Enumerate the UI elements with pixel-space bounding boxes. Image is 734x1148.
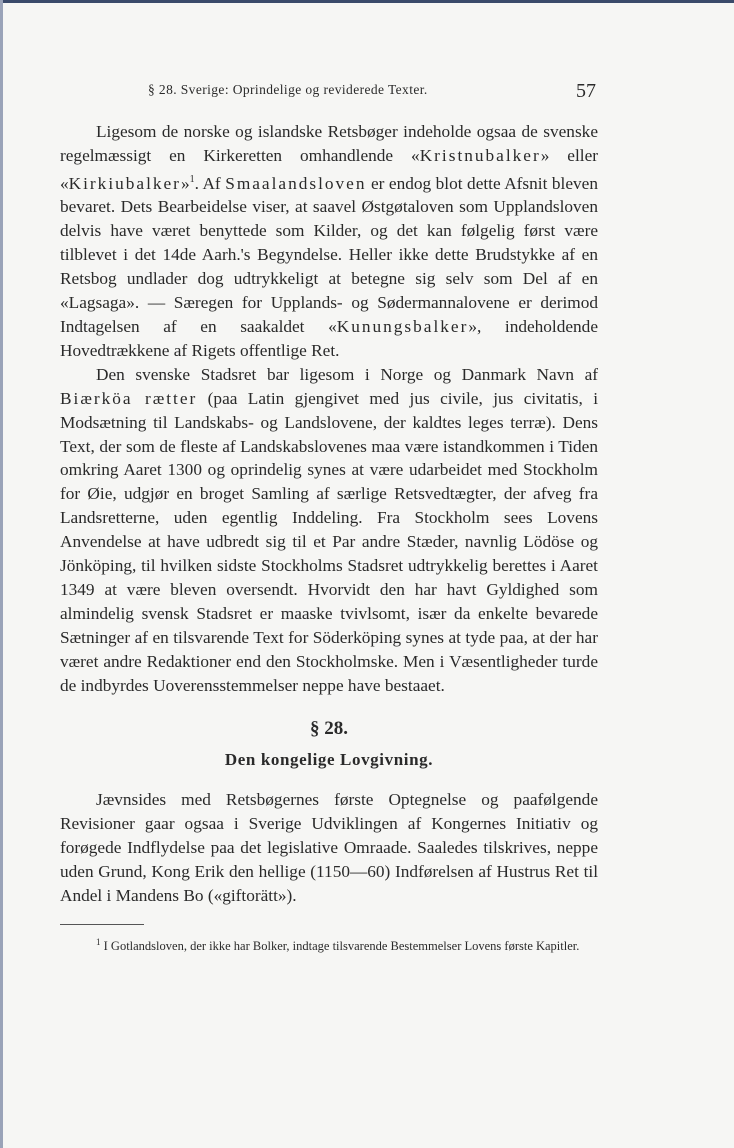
section-number: § 28.: [310, 717, 348, 739]
scan-left-edge: [0, 0, 3, 1148]
paragraph-kongelige: Jævnsides med Retsbøgernes første Optegnelse og paafølgende Revisioner gaar ogsaa i Sverige Udviklingen af Kongernes Initiativ og forøgede Indflydelse paa det legislative Omraade. Saaledes tilskrives, neppe uden Grund, Kong Erik den hellige (1150—60) Indførelsen af Hustrus Ret til Andel i Mandens Bo («giftorätt»).: [60, 790, 598, 905]
footnote-divider: [60, 924, 144, 925]
paragraph-kirkeret: Ligesom de norske og islandske Retsbøger indeholde ogsaa de svenske regelmæssigt en Kirkeretten omhandlende «Kristnubalker» eller «Kirkiubalker»$^1$. Af Smaalandsloven er endog blot dette Afsnit bleven bevaret. Dets Bearbeidelse viser, at saavel Østgøtaloven som Upplandsloven delvis have været benyttede som Kilder, og det kan følgelig først være tilblevet i det 14de Aarh.'s Begyndelse. Heller ikke dette Brudstykke af en Retsbog undlader dog udtrykkeligt at betegne sig selv som Del af en «Lagsaga». — Særegen for Upplands- og Sødermannalovene er derimod Indtagelsen af en saakaldet «Kunungsbalker», indeholdende Hovedtrækkene af Rigets offentlige Ret.: [60, 122, 598, 360]
paragraph-stadsret: Den svenske Stadsret bar ligesom i Norge og Danmark Navn af Biærköa rætter (paa Latin gjengivet med jus civile, jus civitatis, i Modsætning til Landskabs- og Landslovene, der kaldtes leges terræ). Dens Text, der som de fleste af Landskabslovenes maa være istandkommen i Tiden omkring Aaret 1300 og oprindelig synes at være udarbeidet med Stockholm for Øie, udgjør en broget Samling af særlige Retsvedtægter, der afveg fra Landsretterne, uden egentlig Inddeling. Fra Stockholm sees Lovens Anvendelse at have udbredt sig til et Par andre Stæder, navnlig Lödöse og Jönköping, til hvilken sidste Stockholms Stadsret udtrykkelig berettes i Aaret 1349 at være bleven oversendt. Hvorvidt den har havt Gyldighed som almindelig svensk Stadsret er maaske tvivlsomt, især da enkelte bevarede Sætninger af en tilsvarende Text for Söderköping synes at tyde paa, at der har været andre Redaktioner end den Stockholmske. Men i Væsentligheder turde de indbyrdes Uoverensstemmelser neppe have bestaaet.: [60, 364, 598, 695]
page-number: 57: [576, 80, 596, 102]
footnote: $^1$ I Gotlandsloven, der ikke har Bolker, indtage tilsvarende Bestemmelser Lovens første Kapitler.: [96, 936, 580, 954]
running-header: § 28. Sverige: Oprindelige og reviderede Texter.: [148, 82, 428, 97]
scan-top-edge: [0, 0, 734, 3]
footnote-ref[interactable]: 1: [189, 173, 195, 185]
page-body: [60, 120, 598, 957]
section-title: Den kongelige Lovgivning.: [224, 750, 434, 770]
